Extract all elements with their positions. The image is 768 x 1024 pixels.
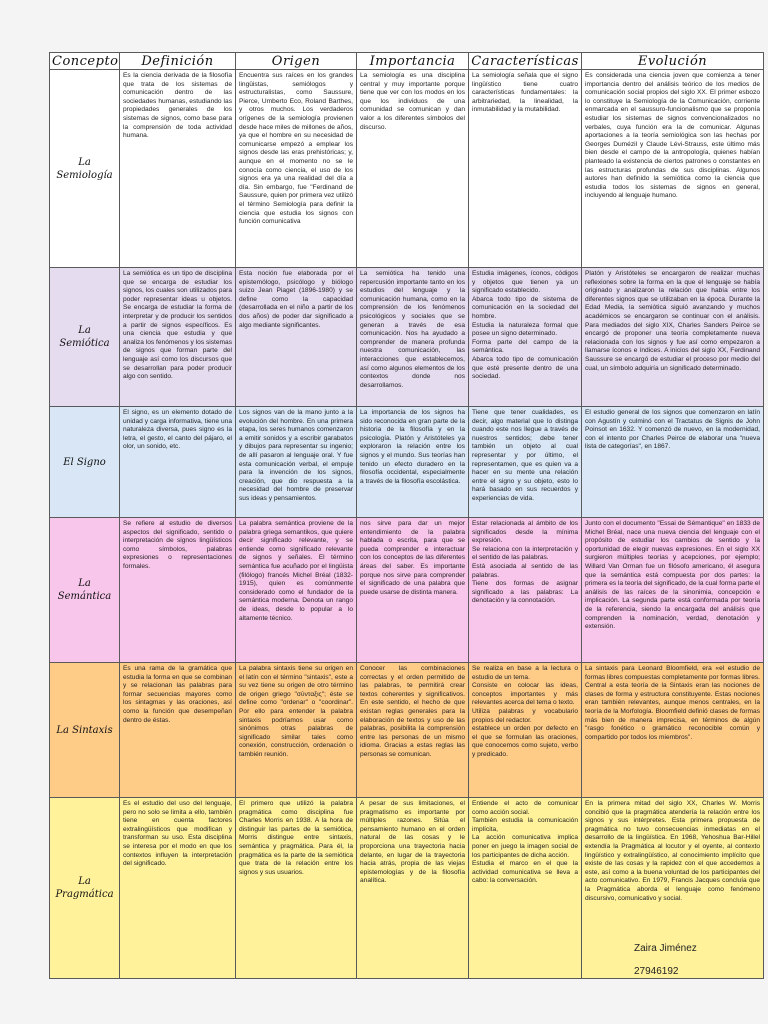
origen-cell: Encuentra sus raíces en los grandes lingüistas, semiólogos y estructuralistas, como Saussure, Pierce, Umberto Eco, Roland Barthes, y otros muchos. Los verdaderos orígenes de la semiología provienen desde hace miles de millones de años, ya que el hombre en su necesidad de comunicarse empezó a emplear los signos desde las eras prehistóricas; y, aunque en el momento no se le conocía como ciencia, el uso de los signos era ya una realidad del día a día. Sin embargo, fue "Ferdinand de Saussure, quien por primera vez utilizó el término Semiología para definir la ciencia que estudia los signos con función comunicativa <box>236 70 357 268</box>
evolucion-cell: La sintaxis para Leonard Bloomfield, era «el estudio de formas libres compuestas completamente por formas libres. Central a esta teoría de la Sintaxis eran las nociones de clases de forma y estructura constituyente. Estas nociones eran también relevantes, aunque menos centrales, en la teoría de la Morfología. Bloomfield definió clases de formas más bien de manera imprecisa, en términos de algún "rasgo fonético o gramático reconocible común y compartido por todos los miembros". <box>582 663 764 798</box>
definicion-cell: El signo, es un elemento dotado de unidad y carga informativa, tiene una naturaleza diversa, pues signo es la letra, el gesto, el canto del pájaro, el olor, un sonido, etc. <box>120 407 236 518</box>
table-row <box>50 70 764 268</box>
caracteristicas-cell: Entiende el acto de comunicar como acción social. También estudia la comunicación implícita, La acción comunicativa implica poner en juego la imagen social de los participantes de dicha acción. Estudia el marco en el que la actividad comunicativa se lleva a cabo: la conversación. <box>469 798 582 979</box>
header-importancia: Importancia <box>357 53 469 70</box>
table-row <box>50 268 764 407</box>
importancia-cell: La semiología es una disciplina central y muy importante porque tiene que ver con los modos en los que los individuos de una comunidad se comunican y dan valor a los diferentes símbolos del discurso. <box>357 70 469 268</box>
origen-cell: La palabra semántica proviene de la palabra griega semantikos, que quiere decir significado relevante, y se entiende como significado relevante de signos y señales. El término semántica fue acuñado por el lingüista (filólogo) francés Michel Bréal (1832-1915), quien es comúnmente considerado como el fundador de la semántica moderna. Denota un rango de ideas, desde lo popular a lo altamente técnico. <box>236 518 357 663</box>
origen-cell: Esta noción fue elaborada por el epistemólogo, psicólogo y biólogo suizo Jean Piaget (1896-1980) y se define como la capacidad (desarrollada en el niño a partir de los dos años) de poder dar significado a algo mediante significantes. <box>236 268 357 407</box>
importancia-cell: A pesar de sus limitaciones, el pragmatismo es importante por múltiples razones. Sitúa el pensamiento humano en el orden natural de las cosas y le proporciona una trayectoria hacia delante, en lugar de la trayectoria hacia atrás, propia de las viejas epistemologías y de la filosofía analítica. <box>357 798 469 979</box>
concept-label: La Semántica <box>50 518 120 663</box>
header-caracteristicas: Características <box>469 53 582 70</box>
header-origen: Origen <box>236 53 357 70</box>
concept-table <box>49 52 764 979</box>
header-definicion: Definición <box>120 53 236 70</box>
definicion-cell: Es una rama de la gramática que estudia la forma en que se combinan y se relacionan las palabras para formar secuencias mayores como los sintagmas y las oraciones, así como la función que desempeñan dentro de éstas. <box>120 663 236 798</box>
evolucion-cell: Junto con el documento "Essai de Sémantique" en 1833 de Michel Bréal, nace una nueva ciencia del lenguaje con el propósito de estudiar los cambios de sentido y la oportunidad de elegir nuevas expresiones. En el siglo XX surgieron múltiples teorías y acepciones, por ejemplo; Willard Van Orman fue un filósofo americano, él asegura que la semántica está compuesta por dos partes: la primera es la teoría del significado, de la cual forma parte el análisis de las raíces de la sinonimia, concepción e implicación. La segunda parte está conformada por teoría de la referencia, siendo la encargada del análisis que comprenden la nominación, verdad, denotación y extensión. <box>582 518 764 663</box>
concept-label: La Sintaxis <box>50 663 120 798</box>
table-row <box>50 518 764 663</box>
header-row <box>50 53 764 70</box>
importancia-cell: nos sirve para dar un mejor entendimiento de la palabra hablada o escrita, para que se pueda comprender e interactuar con los conceptos de las diferentes áreas del saber. Es importante porque nos sirve para comprender el significado de una palabra que puede usarse de distinta manera. <box>357 518 469 663</box>
concept-label: La Pragmática <box>50 798 120 979</box>
definicion-cell: Se refiere al estudio de diversos aspectos del significado, sentido o interpretación de signos lingüísticos como símbolos, palabras expresiones o representaciones formales. <box>120 518 236 663</box>
origen-cell: El primero que utilizó la palabra pragmática como disciplina fue Charles Morris en 1938. A la hora de distinguir las partes de la semiótica, Morris distingue entre sintaxis, semántica y pragmática. Para él, la pragmática es la parte de la semiótica que trata de la relación entre los signos y sus usuarios. <box>236 798 357 979</box>
definicion-cell: La semiótica es un tipo de disciplina que se encarga de estudiar los signos, los cuales son utilizados para poder representar ideas u objetos. Se encarga de estudiar la forma de interpretar y de producir los sentidos a partir de signos específicos. Es una ciencia que estudia y que analiza los fenómenos y los sistemas de signos que forman parte del lenguaje así como los discursos que se desarrollan para poder producir algo con sentido. <box>120 268 236 407</box>
evolucion-cell: Es considerada una ciencia joven que comienza a tener importancia dentro del análisis teórico de los medios de comunicación social propios del siglo XX. El primer esbozo lo constituye la Semiología de la Comunicación, corriente enmarcada en el saussuro-funcionalismo que se proponía estudiar los sistemas de signos convencionalizados no verbales, cuya función era la de comunicar. Algunas aportaciones a la teoría semiológica son las hechas por Georges Dumézil y Claude Lévi-Strauss, este último más bien desde el campo de la antropología, quienes habían planteado la existencia de ciertos patrones o constantes en las estructuras profundas de sus disciplinas. Algunos autores han definido la semiótica como la ciencia que estudia todos los sistemas de signos en general, incluyendo al lenguaje humano. <box>582 70 764 268</box>
caracteristicas-cell: Estar relacionada al ámbito de los significados desde la mínima expresión. Se relaciona con la interpretación y el sentido de las palabras. Está asociada al sentido de las palabras. Tiene dos formas de asignar significado a las palabras: La denotación y la connotación. <box>469 518 582 663</box>
origen-cell: Los signos van de la mano junto a la evolución del hombre. En una primera etapa, los seres humanos comenzaron a emitir sonidos y a escribir garabatos y dibujos para representar su ingenio; de allí pasaron al lenguaje oral. Y fue esta comunicación verbal, el empuje para la invención de los signos, creación, que dio respuesta a la necesidad del hombre de preservar sus ideas y pensamientos. <box>236 407 357 518</box>
author-name: Zaira Jiménez <box>634 943 697 954</box>
origen-cell: La palabra sintaxis tiene su origen en el latín con el término "sintaxis", este a su vez tiene su origen de otro término de origen griego "σύνταξις"; éste se define como "ordenar" o "coordinar". Por ello para entender la palabra sintaxis podríamos usar como sinónimos otras palabras de significado similar tales como conexión, construcción, ordenación o también reunión. <box>236 663 357 798</box>
table-row <box>50 663 764 798</box>
header-concepto: Concepto <box>50 53 120 70</box>
evolucion-cell: El estudio general de los signos que comenzaron en latín con Agustín y culminó con el Tractatus de Signis de John Poinsot en 1632. Y comenzó de nuevo, en la modernidad, con el intento por Charles Peirce de elaborar una "nueva lista de categorías", en 1867. <box>582 407 764 518</box>
table-row <box>50 407 764 518</box>
concept-label: La Semiótica <box>50 268 120 407</box>
definicion-cell: Es el estudio del uso del lenguaje, pero no solo se limita a ello, también tiene en cuenta factores extralingüísticos que modifican y transforman su uso. Esta disciplina se interesa por el modo en que los contextos influyen la interpretación del significado. <box>120 798 236 979</box>
caracteristicas-cell: Se realiza en base a la lectura o estudio de un tema. Consiste en colocar las ideas, conceptos importantes y más relevantes acerca del tema o texto. Utiliza palabras y vocabulario propios del redactor. establece un orden por defecto en el que se formulan las oraciones, que conocemos como sujeto, verbo y predicado. <box>469 663 582 798</box>
evolucion-cell: En la primera mitad del siglo XX, Charles W. Morris concibió que la pragmática atendería la relación entre los signos y sus intérpretes. Esta primera propuesta de pragmática no tuvo consecuencias inmediatas en el desarrollo de la lingüística. En 1968, Yehoshua Bar-Hillel extendía la Pragmática al locutor y el oyente, al contexto lingüístico y extralingüístico, al conocimiento implícito que existe de las cosas y la rapidez con el que accedemos a este, así como a la buena voluntad de los participantes del acto comunicativo. En 1979, Francis Jacques concluía que la Pragmática aborda el lenguaje como fenómeno discursivo, comunicativo y social. <box>582 798 764 979</box>
definicion-cell: Es la ciencia derivada de la filosofía que trata de los sistemas de comunicación dentro de las sociedades humanas, estudiando las propiedades generales de los sistemas de signos, como base para la comprensión de toda actividad humana. <box>120 70 236 268</box>
concept-label: La Semiología <box>50 70 120 268</box>
importancia-cell: La semiótica ha tenido una repercusión importante tanto en los estudios del lenguaje y la comunicación humana, como en la comprensión de los fenómenos psicológicos y sociales que se generan a través de esa comunicación. Nos ha ayudado a comprender de manera profunda nuestra comunicación, las interacciones que establecemos, así como algunos elementos de los contextos donde nos desarrollamos. <box>357 268 469 407</box>
caracteristicas-cell: La semiología señala que el signo lingüístico tiene cuatro características fundamentales: la arbitrariedad, la linealidad, la inmutabilidad y la mutabilidad. <box>469 70 582 268</box>
caracteristicas-cell: Estudia imágenes, íconos, códigos y objetos que tienen ya un significado establecido. Abarca todo tipo de sistema de comunicación en la sociedad del hombre. Estudia la naturaleza formal que posee un signo determinado. Forma parte del campo de la semántica. Abarca todo tipo de comunicación que esté presente dentro de una sociedad. <box>469 268 582 407</box>
concept-label: El Signo <box>50 407 120 518</box>
importancia-cell: Conocer las combinaciones correctas y el orden permitido de las palabras, te permitirá crear textos coherentes y significativos. En este sentido, el hecho de que existan reglas generales para la elaboración de textos y uso de las palabras, posibilita la comprensión entre las personas de un mismo idioma. Gracias a estas reglas las personas se comunican. <box>357 663 469 798</box>
caracteristicas-cell: Tiene que tener cualidades, es decir, algo material que lo distinga cuando este nos llegue a través de nuestros sentidos; debe tener también un objeto al cual representar y por último, el representamen, que es quien va a hacer en su mente una relación entre el signo y su objeto, esto lo hará basado en sus recuerdos y experiencias de vida. <box>469 407 582 518</box>
importancia-cell: La importancia de los signos ha sido reconocida en gran parte de la historia de la filosofía y en la psicología. Platón y Aristóteles ya exploraron la relación entre los signos y el mundo. Sus teorías han tenido un efecto duradero en la filosofía occidental, especialmente a través de la filosofía escolástica. <box>357 407 469 518</box>
header-evolucion: Evolución <box>582 53 764 70</box>
author-id: 27946192 <box>634 966 679 977</box>
evolucion-cell: Platón y Aristóteles se encargaron de realizar muchas reflexiones sobre la forma en la que el lenguaje se había originado y analizaron la relación que había entre los diferentes signos que se utilizaban en la época. Durante la Edad Media, la semiótica siguió avanzando y muchos académicos se encargaron se continuar con el análisis. Para mediados del siglo XIX, Charles Sanders Peirce se encargó de proponer una teoría completamente nueva relacionada con los signos y fue así como empezaron a llamarse íconos e índices. A inicios del siglo XX, Ferdinand Saussure se encargó de estudiar el proceso por medio del cual, un símbolo adquiría un significado determinado. <box>582 268 764 407</box>
